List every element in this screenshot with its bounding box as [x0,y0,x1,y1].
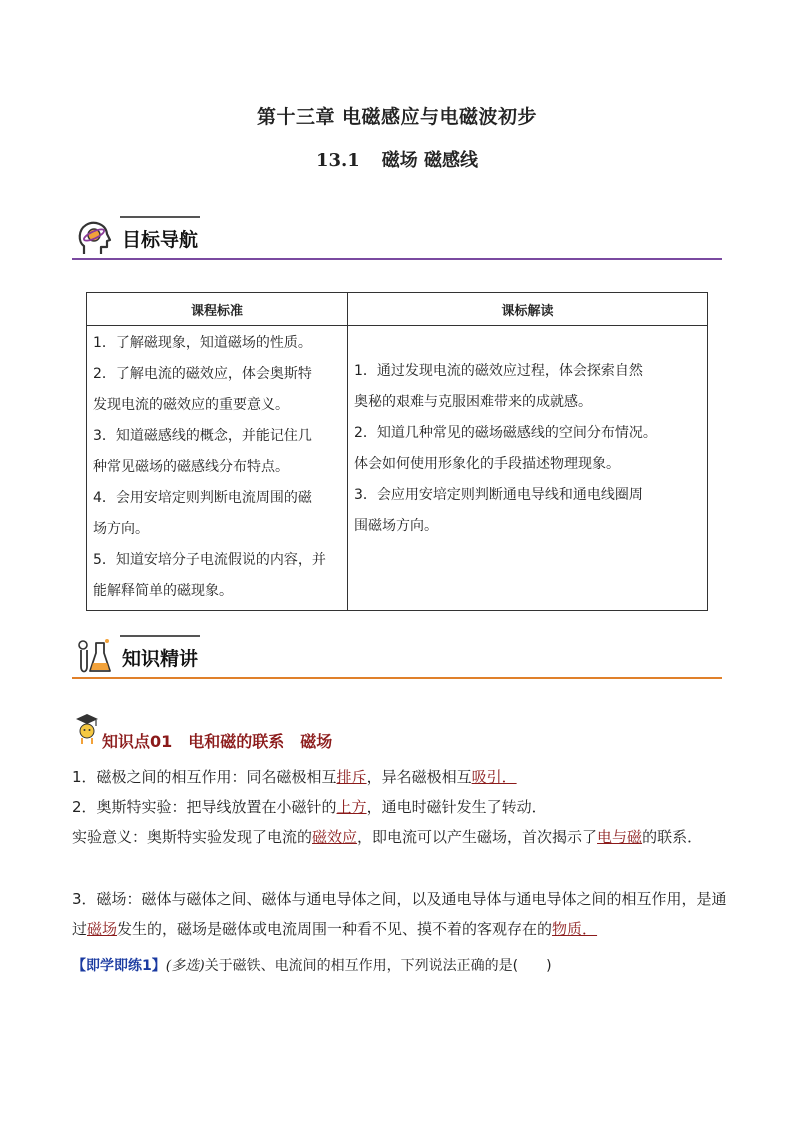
answer-blank: 上方 [336,798,367,816]
list-item: 发现电流的磁效应的重要意义。 [93,397,289,413]
list-item: 1．通过发现电流的磁效应过程，体会探索自然 [354,363,643,379]
practice-subtype: (多选) [165,958,205,974]
list-item: 场方向。 [93,521,149,537]
table-header-standards: 课程标准 [87,293,348,326]
practice-tag: 【即学即练1】 [72,958,166,974]
header-overline [120,216,200,218]
table-header-interpretation: 课标解读 [348,293,708,326]
paragraph-2 [72,792,727,822]
paragraph-4 [72,884,727,944]
paragraph-1 [72,762,727,792]
text-span: 的联系． [642,828,703,846]
list-item: 4．会用安培定则判断电流周围的磁 [93,490,312,506]
knowledge-section-header [72,637,722,677]
interpretation-cell [348,326,708,611]
answer-blank: 磁效应 [312,828,358,846]
table-row [87,326,708,611]
table-header-row [87,293,708,326]
list-item: 奥秘的艰难与克服困难带来的成就感。 [354,394,592,410]
head-gears-icon [74,218,114,258]
practice-question [72,953,727,979]
standards-cell [87,326,348,611]
text-span: ，即电流可以产生磁场，首次揭示了 [357,828,598,846]
section-number: 13.1 [315,150,360,171]
goal-section-title: 目标导航 [122,229,199,251]
list-item: 2．了解电流的磁效应，体会奥斯特 [93,366,312,382]
list-item: 1．了解磁现象，知道磁场的性质。 [93,335,312,351]
answer-blank: 电与磁 [597,828,643,846]
list-item: 能解释简单的磁现象。 [93,583,233,599]
section-name: 磁场 磁感线 [381,150,479,171]
header-overline [120,635,200,637]
answer-blank: 磁场 [87,920,118,938]
list-item: 3．知道磁感线的概念，并能记住几 [93,428,312,444]
graduate-cap-icon [74,712,100,746]
knowledge-point-header [74,712,474,752]
goal-section-header [72,218,722,258]
course-standards-table [86,292,708,611]
section-divider [72,258,722,260]
chapter-title: 第十三章 电磁感应与电磁波初步 [256,106,538,128]
list-item: 2．知道几种常见的磁场磁感线的空间分布情况。 [354,425,657,441]
text-span: 3．磁场：磁体与磁体之间、磁体与通电导体之间，以及通电导体与通电导体之间的相互作用，是通过 [72,890,727,938]
list-item: 体会如何使用形象化的手段描述物理现象。 [354,456,620,472]
text-span: 2．奥斯特实验：把导线放置在小磁针的 [72,798,337,816]
practice-text: 关于磁铁、电流间的相互作用，下列说法正确的是( ) [204,958,552,974]
section-divider [72,677,722,679]
list-item: 5．知道安培分子电流假说的内容，并 [93,552,326,568]
text-span: ，通电时磁针发生了转动． [366,798,547,816]
answer-blank: 物质． [552,920,598,938]
text-span: ，异名磁极相互 [366,768,472,786]
answer-blank: 吸引． [471,768,517,786]
text-span: 实验意义：奥斯特实验发现了电流的 [72,828,313,846]
knowledge-point-title: 知识点01 电和磁的联系 磁场 [102,732,333,751]
list-item: 3．会应用安培定则判断通电导线和通电线圈周 [354,487,643,503]
answer-blank: 排斥 [336,768,367,786]
list-item: 种常见磁场的磁感线分布特点。 [93,459,289,475]
text-span: 1．磁极之间的相互作用：同名磁极相互 [72,768,337,786]
lab-flask-icon [74,637,114,677]
paragraph-3 [72,822,727,852]
text-span: 发生的，磁场是磁体或电流周围一种看不见、摸不着的客观存在的 [117,920,553,938]
section-title [0,146,794,172]
knowledge-section-title: 知识精讲 [122,648,199,670]
list-item: 围磁场方向。 [354,518,438,534]
